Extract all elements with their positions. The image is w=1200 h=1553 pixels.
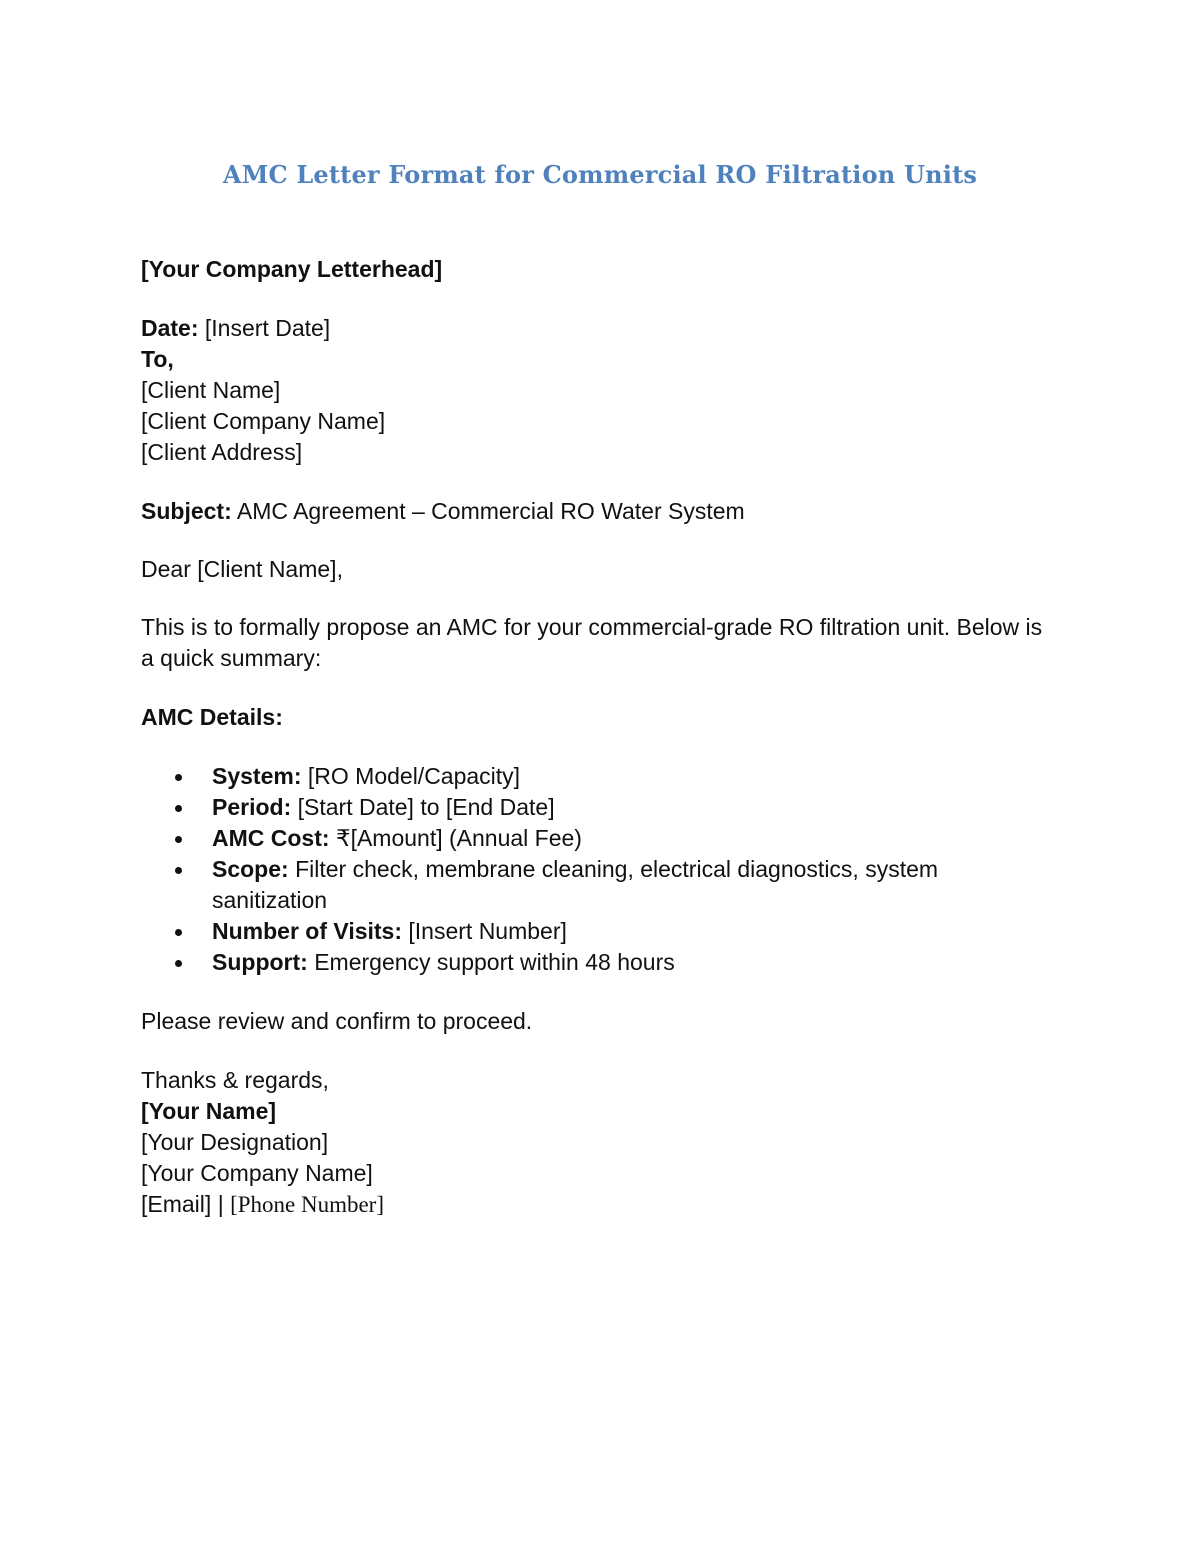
item-label: System:	[212, 763, 302, 789]
item-value: Filter check, membrane cleaning, electrical diagnostics, system sanitization	[212, 856, 939, 913]
contact-separator: |	[217, 1191, 224, 1217]
bullet-icon	[175, 960, 182, 967]
signature-block	[141, 1065, 1061, 1220]
item-label: Support:	[212, 949, 308, 975]
list-item	[141, 916, 972, 947]
subject-label: Subject:	[141, 498, 232, 524]
list-item	[141, 947, 972, 978]
details-heading: AMC Details:	[141, 704, 283, 730]
item-value: [Insert Number]	[408, 918, 567, 944]
sender-email: [Email]	[141, 1191, 212, 1217]
sender-company: [Your Company Name]	[141, 1160, 373, 1186]
details-list	[141, 761, 1061, 978]
address-block	[141, 313, 1061, 468]
date-value: [Insert Date]	[204, 315, 331, 341]
client-company: [Client Company Name]	[141, 408, 386, 434]
bullet-icon	[175, 929, 182, 936]
letterhead-placeholder: [Your Company Letterhead]	[141, 256, 443, 282]
document-title: AMC Letter Format for Commercial RO Filtration Units	[222, 160, 978, 189]
list-item	[141, 854, 972, 916]
sender-phone: [Phone Number]	[230, 1192, 384, 1217]
sender-designation: [Your Designation]	[141, 1129, 329, 1155]
sign-off: Thanks & regards,	[141, 1067, 329, 1093]
bullet-icon	[175, 774, 182, 781]
greeting: Dear [Client Name],	[141, 556, 343, 582]
list-item	[141, 823, 972, 854]
date-label: Date:	[141, 315, 199, 341]
item-value: Emergency support within 48 hours	[314, 949, 675, 975]
item-value: [RO Model/Capacity]	[307, 763, 521, 789]
client-address: [Client Address]	[141, 439, 303, 465]
item-label: Period:	[212, 794, 292, 820]
item-value: [Start Date] to [End Date]	[297, 794, 555, 820]
bullet-icon	[175, 867, 182, 874]
item-label: Scope:	[212, 856, 289, 882]
closing-line: Please review and confirm to proceed.	[141, 1008, 533, 1034]
subject-value: AMC Agreement – Commercial RO Water System	[236, 498, 745, 524]
item-value: ₹[Amount] (Annual Fee)	[335, 825, 582, 851]
subject-line	[141, 496, 1061, 527]
item-label: AMC Cost:	[212, 825, 330, 851]
list-item	[141, 761, 972, 792]
sender-name: [Your Name]	[141, 1098, 277, 1124]
list-item	[141, 792, 972, 823]
contact-line	[141, 1189, 1061, 1220]
bullet-icon	[175, 805, 182, 812]
to-label: To,	[141, 346, 174, 372]
client-name: [Client Name]	[141, 377, 281, 403]
bullet-icon	[175, 836, 182, 843]
date-line	[141, 313, 1061, 344]
intro-paragraph: This is to formally propose an AMC for your commercial-grade RO filtration unit. Below is a quick summary:	[141, 614, 1043, 671]
item-label: Number of Visits:	[212, 918, 402, 944]
